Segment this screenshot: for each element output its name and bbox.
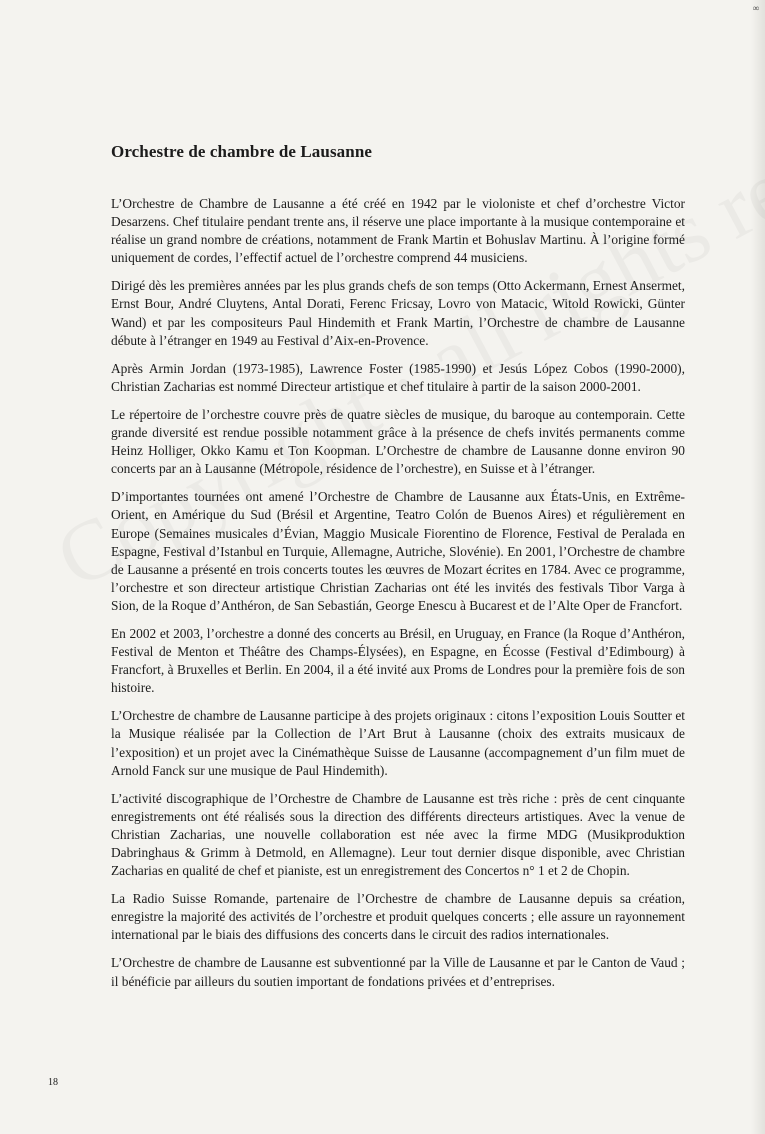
article bbox=[111, 142, 685, 1001]
paragraph-discography: L’activité discographique de l’Orchestre de Chambre de Lausanne est très riche : près de cent cinquante enregistrements ont été réalisés sous la direction des différents directeurs artistiques. Avec la venue de Christian Zacharias, une nouvelle collaboration est née avec la firme MDG (Musikproduktion Dabringhaus & Grimm à Detmold, en Allemagne). Leur tout dernier disque disponible, avec Christian Zacharias en qualité de chef et pianiste, est un enregistrement des Concertos n° 1 et 2 de Chopin. bbox=[111, 790, 685, 879]
corner-mark: ∞ bbox=[752, 3, 759, 13]
paragraph-funding: L’Orchestre de chambre de Lausanne est subventionné par la Ville de Lausanne et par le Canton de Vaud ; il bénéficie par ailleurs du soutien important de fondations privées et d’entreprises. bbox=[111, 955, 685, 989]
paragraph-projects: L’Orchestre de chambre de Lausanne participe à des projets originaux : citons l’exposition Louis Soutter et la Musique réalisée par la Collection de l’Art Brut à Lausanne (choix des extraits musicaux de l’exposition) et un projet avec la Cinémathèque Suisse de Lausanne (accompagnement d’un film muet de Arnold Fanck sur une musique de Paul Hindemith). bbox=[111, 708, 685, 778]
paragraph-tours: D’importantes tournées ont amené l’Orchestre de Chambre de Lausanne aux États-Unis, en Extrême-Orient, en Amérique du Sud (Brésil et Argentine, Teatro Colón de Buenos Aires) et régulièrement en Europe (Semaines musicales d’Évian, Maggio Musicale Fiorentino de Florence, Festival de Peralada en Espagne, Festival d’Istanbul en Turquie, Allemagne, Autriche, Slovénie). En 2001, l’Orchestre de chambre de Lausanne a présenté en trois concerts toutes les œuvres de Mozart écrites en 1784. Avec ce programme, l’orchestre et son directeur artistique Christian Zacharias ont été les invités des festivals Tibor Varga à Sion, de la Roque d’Anthéron, de San Sebastián, George Enescu à Bucarest et de l’Alte Oper de Francfort. bbox=[111, 489, 685, 613]
paragraph-radio: La Radio Suisse Romande, partenaire de l’Orchestre de chambre de Lausanne depuis sa création, enregistre la majorité des activités de l’orchestre et produit quelques concerts ; elle assure un rayonnement international par le biais des diffusions des concerts dans le circuit des radios internationales. bbox=[111, 891, 685, 943]
page-edge bbox=[751, 0, 765, 1134]
page-title: Orchestre de chambre de Lausanne bbox=[111, 142, 373, 161]
paragraph-recent-concerts: En 2002 et 2003, l’orchestre a donné des concerts au Brésil, en Uruguay, en France (la Roque d’Anthéron, Festival de Menton et Théâtre des Champs-Élysées), en Espagne, en Écosse (Festival d’Edimbourg) à Francfort, à Bruxelles et Berlin. En 2004, il a été invité aux Proms de Londres pour la première fois de son histoire. bbox=[111, 625, 685, 696]
paragraph-founding: L’Orchestre de Chambre de Lausanne a été créé en 1942 par le violoniste et chef d’orchestre Victor Desarzens. Chef titulaire pendant trente ans, il réserve une place importante à la musique contemporaine et réalise un grand nombre de créations, notamment de Frank Martin et Bohuslav Martinu. À l’origine formé uniquement de cordes, l’effectif actuel de l’orchestre comprend 44 musiciens. bbox=[111, 196, 685, 266]
paragraph-repertoire: Le répertoire de l’orchestre couvre près de quatre siècles de musique, du baroque au contemporain. Cette grande diversité est rendue possible notamment grâce à la présence de chefs invités permanents comme Heinz Holliger, Okko Kamu et Ton Koopman. L’Orchestre de chambre de Lausanne donne environ 90 concerts par an à Lausanne (Métropole, résidence de l’orchestre), en Suisse et à l’étranger. bbox=[111, 406, 685, 477]
page-number: 18 bbox=[48, 1077, 58, 1088]
paragraph-early-conductors: Dirigé dès les premières années par les plus grands chefs de son temps (Otto Ackermann, Ernest Ansermet, Ernst Bour, André Cluytens, Antal Dorati, Ferenc Fricsay, Lovro von Matacic, Witold Rowicki, Günter Wand) et par les compositeurs Paul Hindemith et Frank Martin, l’Orchestre de chambre de Lausanne débute à l’étranger en 1949 au Festival d’Aix-en-Provence. bbox=[111, 278, 685, 348]
paragraph-directors: Après Armin Jordan (1973-1985), Lawrence Foster (1985-1990) et Jesús López Cobos (1990-2000), Christian Zacharias est nommé Directeur artistique et chef titulaire à partir de la saison 2000-2001. bbox=[111, 360, 685, 394]
